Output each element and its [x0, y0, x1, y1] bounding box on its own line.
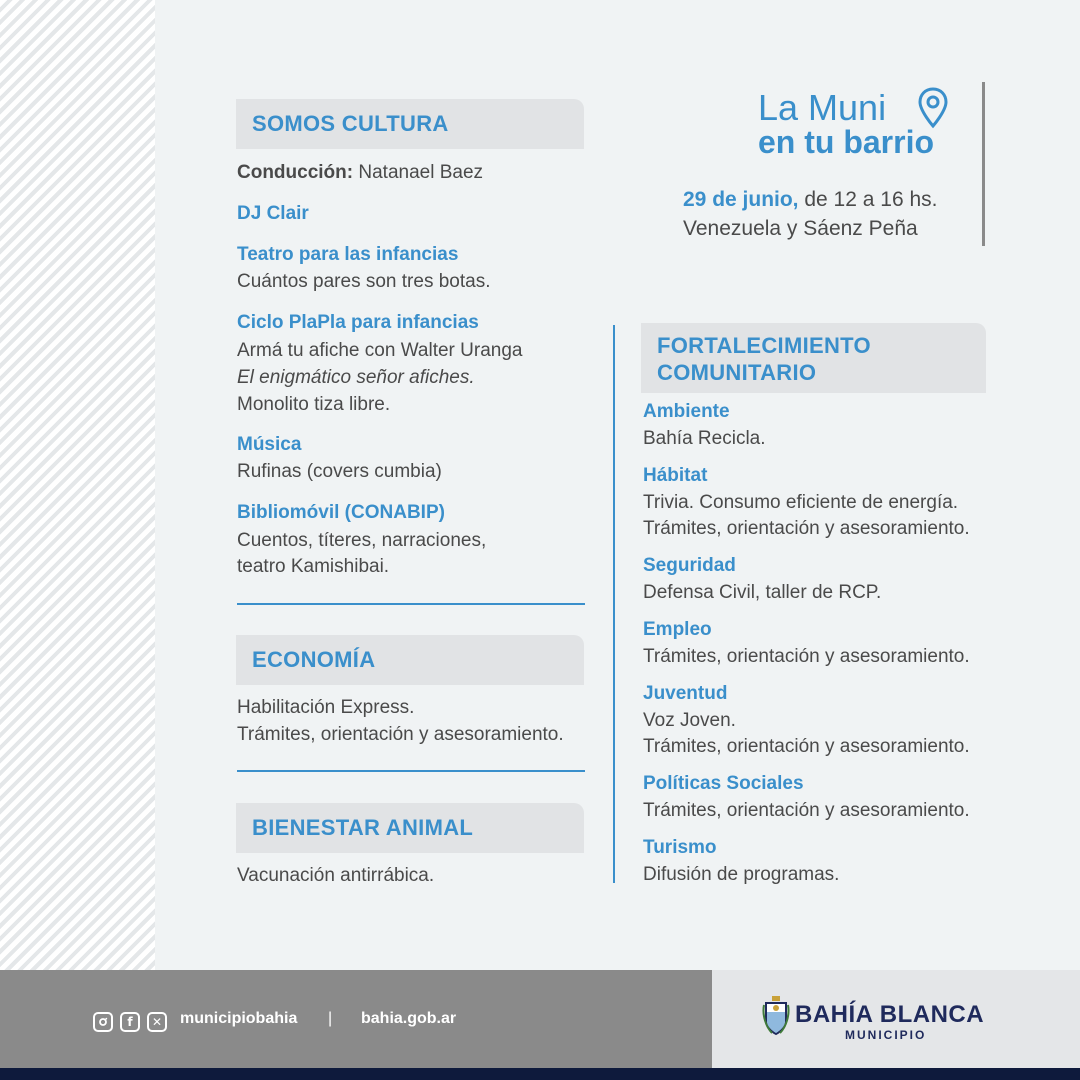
section-header-economia: ECONOMÍA	[236, 635, 584, 685]
economia-line1: Habilitación Express.	[237, 697, 415, 718]
logo-en-tu-barrio: en tu barrio	[758, 124, 935, 160]
biblio-title: Bibliomóvil (CONABIP)	[237, 502, 445, 523]
musica-desc: Rufinas (covers cumbia)	[237, 461, 442, 482]
facebook-icon[interactable]: f	[120, 1012, 140, 1032]
juventud-line1: Voz Joven.	[643, 710, 736, 731]
teatro-title: Teatro para las infancias	[237, 244, 459, 265]
habitat-line1: Trivia. Consumo eficiente de energía.	[643, 492, 959, 513]
turismo-title: Turismo	[643, 837, 717, 858]
seguridad-title: Seguridad	[643, 555, 736, 576]
biblio-line1: Cuentos, títeres, narraciones,	[237, 530, 487, 551]
social-handle[interactable]: municipiobahia	[180, 1010, 298, 1027]
politicas-desc: Trámites, orientación y asesoramiento.	[643, 800, 970, 821]
biblio-line2: teatro Kamishibai.	[237, 556, 390, 577]
ambiente-title: Ambiente	[643, 401, 730, 422]
fortalecimiento-title-2: COMUNITARIO	[657, 360, 817, 385]
x-icon[interactable]: ✕	[147, 1012, 167, 1032]
ambiente-desc: Bahía Recicla.	[643, 428, 766, 449]
brand-name: BAHÍA BLANCA	[795, 1001, 985, 1028]
section-header-somos-cultura: SOMOS CULTURA	[236, 99, 584, 149]
ciclo-line1: Armá tu afiche con Walter Uranga	[237, 340, 523, 361]
conduccion-label: Conducción:	[237, 162, 354, 183]
divider-1	[237, 603, 585, 605]
column-divider	[613, 325, 615, 883]
ciclo-line2: El enigmático señor afiches.	[237, 367, 475, 388]
event-time: de 12 a 16 hs.	[798, 188, 938, 211]
decorative-stripes	[0, 0, 155, 970]
coat-of-arms-icon	[762, 993, 790, 1037]
conduccion-value: Natanael Baez	[353, 162, 484, 183]
juventud-line2: Trámites, orientación y asesoramiento.	[643, 736, 970, 757]
empleo-title: Empleo	[643, 619, 712, 640]
musica-title: Música	[237, 434, 302, 455]
ciclo-line3: Monolito tiza libre.	[237, 394, 391, 415]
bienestar-line1: Vacunación antirrábica.	[237, 865, 435, 886]
conduccion	[237, 159, 483, 186]
event-date-bold: 29 de junio,	[683, 188, 799, 211]
logo-la-muni: La Muni	[758, 87, 887, 128]
section-header-fortalecimiento	[641, 323, 986, 393]
habitat-line2: Trámites, orientación y asesoramiento.	[643, 518, 970, 539]
instagram-icon[interactable]	[93, 1012, 113, 1032]
dj-title: DJ Clair	[237, 203, 309, 224]
teatro-desc: Cuántos pares son tres botas.	[237, 271, 491, 292]
footer-separator: |	[328, 1010, 333, 1027]
divider-2	[237, 770, 585, 772]
fortalecimiento-title-1: FORTALECIMIENTO	[657, 333, 871, 358]
politicas-title: Políticas Sociales	[643, 773, 804, 794]
seguridad-desc: Defensa Civil, taller de RCP.	[643, 582, 882, 603]
website-link[interactable]: bahia.gob.ar	[361, 1010, 457, 1027]
section-header-bienestar: BIENESTAR ANIMAL	[236, 803, 584, 853]
event-location: Venezuela y Sáenz Peña	[683, 217, 918, 240]
economia-line2: Trámites, orientación y asesoramiento.	[237, 724, 564, 745]
juventud-title: Juventud	[643, 683, 728, 704]
turismo-desc: Difusión de programas.	[643, 864, 840, 885]
header-divider	[982, 82, 985, 246]
habitat-title: Hábitat	[643, 465, 708, 486]
footer-bottom-strip	[0, 1068, 1080, 1080]
brand-subtitle: MUNICIPIO	[845, 1028, 927, 1042]
ciclo-title: Ciclo PlaPla para infancias	[237, 312, 479, 333]
event-date	[683, 186, 937, 214]
empleo-desc: Trámites, orientación y asesoramiento.	[643, 646, 970, 667]
